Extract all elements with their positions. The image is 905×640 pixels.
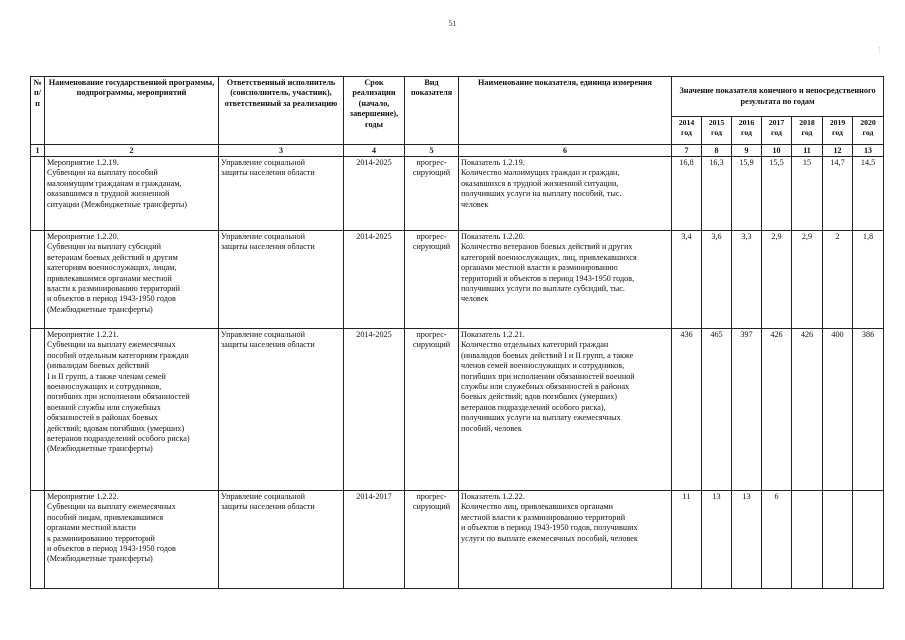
value-cell: [792, 491, 823, 589]
indicator-name-line: погибших при исполнении обязанностей военной: [461, 371, 635, 381]
measure-name-line: пособий отдельным категориям граждан: [47, 350, 189, 360]
header-year: 2017 год: [762, 117, 792, 145]
measure-name-line: обязанностей в районах боевых: [47, 413, 158, 423]
row-number-cell: [31, 157, 45, 231]
measure-name-cell: [45, 231, 219, 329]
indicator-kind-line: сирующий: [412, 502, 451, 512]
indicator-name-cell: [459, 157, 672, 231]
measure-name-line: категориям военнослужащих, лицам,: [47, 263, 177, 273]
indicator-kind-cell: [405, 329, 459, 491]
indicator-kind-cell: [405, 231, 459, 329]
measure-name-cell: [45, 329, 219, 491]
period-cell: 2014-2025: [344, 231, 405, 329]
value-cell: 426: [792, 329, 823, 491]
indicator-kind-line: сирующий: [412, 242, 451, 252]
measure-name-line: малоимущим гражданам и гражданам,: [47, 178, 182, 188]
measure-name-line: привлекавшимся органами местной: [47, 273, 172, 283]
value-cell: [823, 491, 853, 589]
executor-line: Управление социальной: [221, 158, 305, 167]
value-cell: 2,9: [762, 231, 792, 329]
header-indicator-name: Наименование показателя, единица измерения: [459, 77, 672, 145]
measure-name-line: ситуации (Межбюджетные трансферты): [47, 199, 187, 209]
value-cell: 16,3: [702, 157, 732, 231]
value-cell: 13: [702, 491, 732, 589]
value-cell: 3,6: [702, 231, 732, 329]
value-cell: 1,8: [853, 231, 884, 329]
column-number: 9: [732, 145, 762, 157]
value-cell: 400: [823, 329, 853, 491]
indicators-table: [30, 76, 884, 589]
header-indicator-kind: Вид показателя: [405, 77, 459, 145]
indicator-name-line: (инвалидов боевых действий I и II групп, а также: [461, 350, 634, 360]
indicator-kind-line: сирующий: [412, 168, 451, 178]
column-number: 11: [792, 145, 823, 157]
measure-name-line: Субвенции на выплату субсидий: [47, 242, 161, 252]
indicator-kind-line: сирующий: [412, 340, 451, 350]
measure-name-line: ветеранам боевых действий и другим: [47, 252, 178, 262]
measure-name-line: Субвенции на выплату ежемесячных: [47, 340, 176, 350]
measure-name-line: власти к разминированию территорий: [47, 284, 181, 294]
executor-cell: [219, 329, 344, 491]
value-cell: 15: [792, 157, 823, 231]
value-cell: 3,4: [672, 231, 702, 329]
page-number: 51: [448, 19, 457, 28]
scan-dots: ⋮: [876, 46, 883, 54]
measure-name-line: и объектов в период 1943-1950 годов: [47, 544, 176, 554]
measure-name-line: ветеранов подразделений особого риска): [47, 434, 190, 444]
value-cell: 14,5: [853, 157, 884, 231]
indicator-name-line: боевых действий; вдов погибших (умерших): [461, 392, 618, 402]
column-number: 13: [853, 145, 884, 157]
indicator-name-cell: [459, 231, 672, 329]
indicator-kind-line: прогрес-: [416, 330, 447, 339]
header-year: 2020 год: [853, 117, 884, 145]
measure-name-line: (Межбюджетные трансферты): [47, 304, 153, 314]
period-cell: 2014-2025: [344, 329, 405, 491]
period-cell: 2014-2017: [344, 491, 405, 589]
indicator-name-line: человек: [461, 294, 489, 304]
value-cell: 11: [672, 491, 702, 589]
indicator-name-line: Количество лиц, привлекавшихся органами: [461, 502, 614, 512]
column-number: 8: [702, 145, 732, 157]
measure-name-line: Субвенции на выплату ежемесячных: [47, 502, 176, 512]
indicator-name-line: территорий и объектов в период 1943-1950 годов,: [461, 273, 635, 283]
header-year: 2015 год: [702, 117, 732, 145]
executor-line: Управление социальной: [221, 330, 305, 339]
header-period: Срок реализации (начало, завершение), годы: [344, 77, 405, 145]
indicator-name-line: получивших услуги на выплату ежемесячных: [461, 413, 621, 423]
indicator-kind-line: прогрес-: [416, 158, 447, 167]
indicator-name-line: Количество отдельных категорий граждан: [461, 340, 609, 350]
measure-name-line: Субвенции на выплату пособий: [47, 168, 158, 178]
header-year: 2019 год: [823, 117, 853, 145]
value-cell: 3,3: [732, 231, 762, 329]
indicator-name-line: Показатель 1.2.22.: [461, 492, 525, 501]
executor-cell: [219, 157, 344, 231]
indicator-name-line: местной власти к разминированию территорий: [461, 512, 626, 522]
column-number: 6: [459, 145, 672, 157]
executor-line: Управление социальной: [221, 232, 305, 241]
executor-line: защиты населения области: [221, 340, 315, 350]
measure-name-line: (инвалидам боевых действий: [47, 361, 149, 371]
measure-name-line: I и II групп, а также членам семей: [47, 371, 166, 381]
value-cell: 13: [732, 491, 762, 589]
measure-name-line: и объектов в период 1943-1950 годов: [47, 294, 176, 304]
column-number: 7: [672, 145, 702, 157]
column-number: 1: [31, 145, 45, 157]
header-executor: Ответственный исполнитель (соисполнитель, участник), ответственный за реализацию: [219, 77, 344, 145]
indicator-name-cell: [459, 329, 672, 491]
value-cell: 15,5: [762, 157, 792, 231]
indicator-name-cell: [459, 491, 672, 589]
indicator-name-line: пособий, человек: [461, 423, 522, 433]
column-number: 5: [405, 145, 459, 157]
value-cell: 436: [672, 329, 702, 491]
indicator-kind-cell: [405, 491, 459, 589]
column-number: 4: [344, 145, 405, 157]
measure-name-line: (Межбюджетные трансферты): [47, 444, 153, 454]
indicator-name-line: получивших услуги на выплату пособий, тыс.: [461, 189, 622, 199]
measure-name-line: Мероприятие 1.2.19.: [47, 158, 119, 167]
executor-line: защиты населения области: [221, 242, 315, 252]
indicator-kind-line: прогрес-: [416, 492, 447, 501]
indicator-name-line: органами местной власти к разминированию: [461, 263, 618, 273]
column-number: 2: [45, 145, 219, 157]
executor-cell: [219, 491, 344, 589]
indicator-name-line: службы или служебных обязанностей в районах: [461, 382, 630, 392]
measure-name-cell: [45, 491, 219, 589]
indicator-name-line: Количество малоимущих граждан и граждан,: [461, 168, 620, 178]
value-cell: 397: [732, 329, 762, 491]
indicator-name-line: Показатель 1.2.20.: [461, 232, 525, 241]
indicator-name-line: и объектов в период 1943-1950 годов, получивших: [461, 523, 638, 533]
header-values-by-year: Значение показателя конечного и непосредственного результата по годам: [672, 77, 884, 117]
indicator-name-line: Показатель 1.2.21.: [461, 330, 525, 339]
indicator-name-line: членов семей военнослужащих и сотрудников,: [461, 361, 625, 371]
header-number: № п/п: [31, 77, 45, 145]
table-row: [31, 329, 884, 491]
executor-cell: [219, 231, 344, 329]
executor-line: Управление социальной: [221, 492, 305, 501]
table-row: [31, 491, 884, 589]
value-cell: 2,9: [792, 231, 823, 329]
table-row: [31, 157, 884, 231]
indicator-kind-cell: [405, 157, 459, 231]
table-row: [31, 231, 884, 329]
header-year: 2014 год: [672, 117, 702, 145]
row-number-cell: [31, 231, 45, 329]
value-cell: 6: [762, 491, 792, 589]
measure-name-cell: [45, 157, 219, 231]
indicator-name-line: ветеранов подразделений особого риска),: [461, 402, 606, 412]
indicator-name-line: человек: [461, 199, 489, 209]
measure-name-line: Мероприятие 1.2.22.: [47, 492, 119, 501]
column-number: 10: [762, 145, 792, 157]
measure-name-line: к разминированию территорий: [47, 533, 155, 543]
executor-line: защиты населения области: [221, 502, 315, 512]
value-cell: 14,7: [823, 157, 853, 231]
period-cell: 2014-2025: [344, 157, 405, 231]
value-cell: 386: [853, 329, 884, 491]
header-year: 2018 год: [792, 117, 823, 145]
measure-name-line: действий; вдовам погибших (умерших): [47, 423, 185, 433]
indicator-name-line: Показатель 1.2.19.: [461, 158, 525, 167]
value-cell: [853, 491, 884, 589]
measure-name-line: органами местной власти: [47, 523, 137, 533]
column-number: 3: [219, 145, 344, 157]
indicator-name-line: категорий военнослужащих, лиц, привлекавшихся: [461, 252, 637, 262]
header-row: [31, 77, 884, 117]
measure-name-line: оказавшимся в трудной жизненной: [47, 189, 170, 199]
measure-name-line: пособий лицам, привлекавшимся: [47, 512, 164, 522]
indicator-kind-line: прогрес-: [416, 232, 447, 241]
header-program-name: Наименование государственной программы, подпрограммы, мероприятий: [45, 77, 219, 145]
header-year: 2016 год: [732, 117, 762, 145]
row-number-cell: [31, 491, 45, 589]
indicator-name-line: услуги по выплате ежемесячных пособий, человек: [461, 533, 638, 543]
executor-line: защиты населения области: [221, 168, 315, 178]
value-cell: 465: [702, 329, 732, 491]
column-numbers-row: [31, 145, 884, 157]
measure-name-line: Мероприятие 1.2.21.: [47, 330, 119, 339]
value-cell: 426: [762, 329, 792, 491]
measure-name-line: военнослужащих и сотрудников,: [47, 382, 162, 392]
measure-name-line: Мероприятие 1.2.20.: [47, 232, 119, 241]
indicator-name-line: получивших услуги по выплате субсидий, тыс.: [461, 284, 625, 294]
column-number: 12: [823, 145, 853, 157]
measure-name-line: военной службы или служебных: [47, 402, 161, 412]
indicator-name-line: оказавшихся в трудной жизненной ситуации,: [461, 178, 619, 188]
value-cell: 15,9: [732, 157, 762, 231]
measure-name-line: погибших при исполнении обязанностей: [47, 392, 190, 402]
measure-name-line: (Межбюджетные трансферты): [47, 554, 153, 564]
row-number-cell: [31, 329, 45, 491]
indicator-name-line: Количество ветеранов боевых действий и других: [461, 242, 633, 252]
value-cell: 2: [823, 231, 853, 329]
value-cell: 16,8: [672, 157, 702, 231]
